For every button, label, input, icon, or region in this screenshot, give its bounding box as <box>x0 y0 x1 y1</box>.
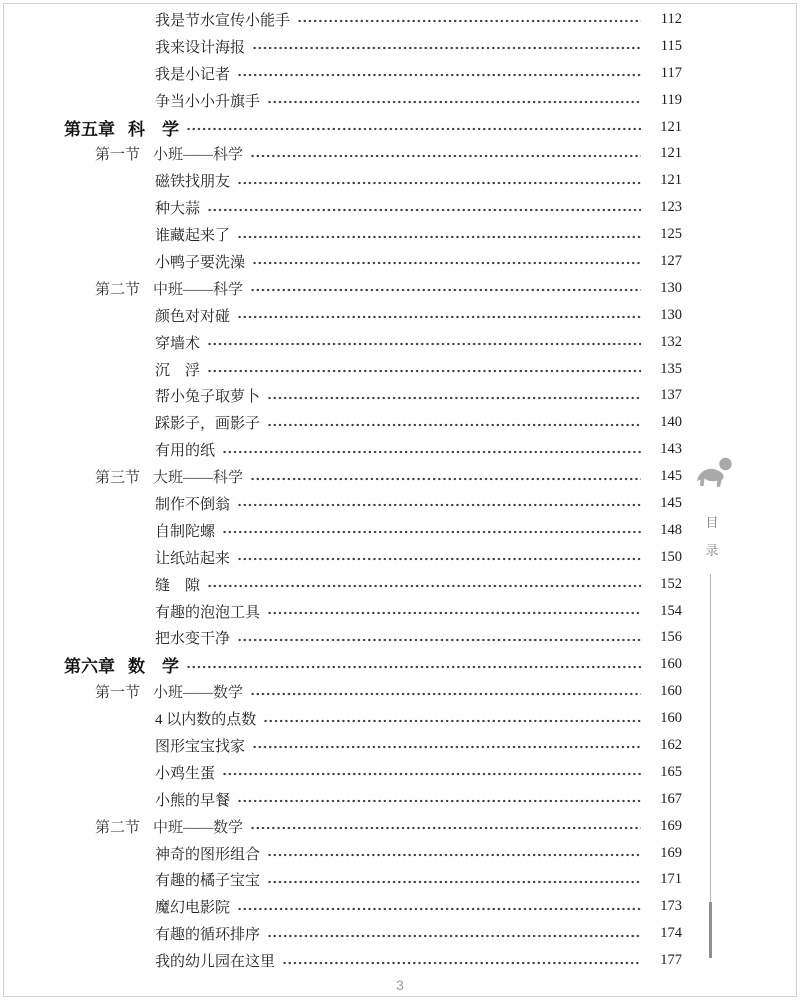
toc-row <box>0 87 682 114</box>
toc-row <box>0 302 682 329</box>
dotted-leader <box>222 446 641 458</box>
toc-row-page: 177 <box>660 952 682 969</box>
toc-row-title: 4 以内数的点数 <box>155 712 257 729</box>
toc-row-page: 130 <box>660 279 682 296</box>
dotted-leader <box>250 688 641 700</box>
toc-row <box>0 786 682 813</box>
toc-row <box>0 114 682 141</box>
toc-row-title: 谁藏起来了 <box>155 228 231 245</box>
toc-row <box>0 33 682 60</box>
dotted-leader <box>267 849 641 861</box>
toc-row <box>0 409 682 436</box>
toc-row-page: 171 <box>660 871 682 888</box>
toc-row <box>0 598 682 625</box>
toc-row-label: 第一节 <box>95 685 141 702</box>
toc-row <box>0 463 682 490</box>
toc-row <box>0 275 682 302</box>
toc-row <box>0 356 682 383</box>
toc-row-title: 科 学 <box>128 119 179 139</box>
dotted-leader <box>250 822 641 834</box>
dotted-leader <box>297 15 641 27</box>
toc-row-page: 160 <box>660 683 682 700</box>
dotted-leader <box>237 231 641 243</box>
toc-row-title: 我来设计海报 <box>155 39 246 56</box>
dotted-leader <box>207 580 641 592</box>
dotted-leader <box>282 957 641 969</box>
dotted-leader <box>237 903 641 915</box>
toc-row-page: 140 <box>660 414 682 431</box>
toc-row-page: 162 <box>660 736 682 753</box>
toc-row-label: 第二节 <box>95 819 141 836</box>
toc-row-page: 123 <box>660 199 682 216</box>
toc-row-page: 174 <box>660 925 682 942</box>
dotted-leader <box>222 526 641 538</box>
toc-row <box>0 759 682 786</box>
dotted-leader <box>237 553 641 565</box>
toc-row-page: 169 <box>660 844 682 861</box>
toc-row-page: 119 <box>660 91 682 108</box>
toc-row-title: 我是节水宣传小能手 <box>155 12 291 29</box>
toc-row-page: 121 <box>660 145 682 162</box>
toc-row-title: 神奇的图形组合 <box>155 846 261 863</box>
dotted-leader <box>237 177 641 189</box>
side-label-char-1: 目 <box>705 515 719 530</box>
toc-row <box>0 867 682 894</box>
toc-row-page: 143 <box>660 441 682 458</box>
toc-row-label: 第六章 <box>64 657 115 677</box>
toc-row-page: 121 <box>660 118 682 135</box>
toc-row-title: 自制陀螺 <box>155 523 216 540</box>
toc-row <box>0 167 682 194</box>
dotted-leader <box>237 795 641 807</box>
toc-row-title: 让纸站起来 <box>155 550 231 567</box>
toc-row-page: 135 <box>660 360 682 377</box>
dotted-leader <box>250 284 641 296</box>
toc-row-title: 有用的纸 <box>155 443 216 460</box>
side-label-char-2: 录 <box>705 543 719 558</box>
dotted-leader <box>252 42 641 54</box>
side-label-toc <box>703 516 721 572</box>
toc-row-title: 制作不倒翁 <box>155 496 231 513</box>
dotted-leader <box>252 741 641 753</box>
dotted-leader <box>267 607 641 619</box>
dotted-leader <box>250 150 641 162</box>
toc-row-page: 160 <box>660 710 682 727</box>
toc-row-title: 有趣的循环排序 <box>155 927 261 944</box>
toc-row <box>0 6 682 33</box>
toc-row <box>0 194 682 221</box>
dotted-leader <box>267 96 641 108</box>
dotted-leader <box>237 311 641 323</box>
toc-row <box>0 920 682 947</box>
dotted-leader <box>267 876 641 888</box>
dotted-leader <box>237 499 641 511</box>
toc-row-title: 大班——科学 <box>153 470 244 487</box>
toc-row-title: 小班——数学 <box>153 685 244 702</box>
toc-row <box>0 893 682 920</box>
toc-row-title: 争当小小升旗手 <box>155 93 261 110</box>
toc-row-page: 169 <box>660 817 682 834</box>
toc-row-page: 145 <box>660 494 682 511</box>
dotted-leader <box>252 257 641 269</box>
toc-row-title: 缝 隙 <box>155 577 201 594</box>
toc-row-title: 种大蒜 <box>155 201 201 218</box>
toc-row-title: 沉 浮 <box>155 362 201 379</box>
toc-row-page: 148 <box>660 521 682 538</box>
toc-row-page: 150 <box>660 548 682 565</box>
toc-row-page: 173 <box>660 898 682 915</box>
toc-row <box>0 436 682 463</box>
toc-row-page: 132 <box>660 333 682 350</box>
toc-row-title: 有趣的泡泡工具 <box>155 604 261 621</box>
dotted-leader <box>207 338 641 350</box>
toc-row-title: 颜色对对碰 <box>155 308 231 325</box>
toc-row-page: 115 <box>660 37 682 54</box>
toc-row <box>0 382 682 409</box>
toc-row-page: 160 <box>660 656 682 673</box>
toc-row <box>0 571 682 598</box>
toc-row-page: 112 <box>660 10 682 27</box>
toc-row <box>0 490 682 517</box>
toc-row-page: 165 <box>660 763 682 780</box>
toc-row-title: 中班——数学 <box>153 819 244 836</box>
toc-row-title: 魔幻电影院 <box>155 900 231 917</box>
toc-row-page: 137 <box>660 387 682 404</box>
toc-row <box>0 947 682 974</box>
toc-row-title: 小鸡生蛋 <box>155 765 216 782</box>
side-rule-thick <box>709 902 712 958</box>
toc-row <box>0 248 682 275</box>
toc-row-title: 数 学 <box>128 657 179 677</box>
toc-row-label: 第三节 <box>95 470 141 487</box>
footer-page-number: 3 <box>396 977 404 993</box>
toc-row <box>0 705 682 732</box>
toc-row-label: 第五章 <box>64 119 115 139</box>
toc-row-title: 小鸭子要洗澡 <box>155 254 246 271</box>
toc-row <box>0 651 682 678</box>
toc-row-title: 我的幼儿园在这里 <box>155 954 276 971</box>
toc-row-page: 156 <box>660 629 682 646</box>
toc-row <box>0 678 682 705</box>
toc-row-page: 152 <box>660 575 682 592</box>
toc-row-page: 167 <box>660 790 682 807</box>
toc-row <box>0 732 682 759</box>
dotted-leader <box>207 204 641 216</box>
toc-row-label: 第二节 <box>95 281 141 298</box>
toc-row-page: 130 <box>660 306 682 323</box>
toc-row-page: 125 <box>660 226 682 243</box>
dotted-leader <box>267 392 641 404</box>
toc-row <box>0 329 682 356</box>
toc-row-title: 帮小兔子取萝卜 <box>155 389 261 406</box>
toc-row <box>0 624 682 651</box>
toc-row-title: 我是小记者 <box>155 66 231 83</box>
toc-row-page: 121 <box>660 172 682 189</box>
dotted-leader <box>237 634 641 646</box>
toc-row-page: 117 <box>660 64 682 81</box>
toc-row <box>0 517 682 544</box>
toc-row-title: 中班——科学 <box>153 281 244 298</box>
toc-row-title: 磁铁找朋友 <box>155 174 231 191</box>
dotted-leader <box>267 419 641 431</box>
toc-row-title: 小熊的早餐 <box>155 792 231 809</box>
toc-row-page: 145 <box>660 468 682 485</box>
toc-row <box>0 544 682 571</box>
toc-row-label: 第一节 <box>95 147 141 164</box>
dotted-leader <box>207 365 641 377</box>
toc-row-title: 小班——科学 <box>153 147 244 164</box>
dotted-leader <box>263 715 641 727</box>
dotted-leader <box>222 768 641 780</box>
toc-row-title: 有趣的橘子宝宝 <box>155 873 261 890</box>
toc-row <box>0 840 682 867</box>
toc-row <box>0 140 682 167</box>
toc-row-title: 踩影子，画影子 <box>155 416 261 433</box>
dotted-leader <box>267 930 641 942</box>
dotted-leader <box>186 123 641 135</box>
toc-row-title: 图形宝宝找家 <box>155 738 246 755</box>
toc-list <box>0 6 682 974</box>
toc-row <box>0 221 682 248</box>
toc-row-title: 把水变干净 <box>155 631 231 648</box>
dotted-leader <box>237 69 641 81</box>
dotted-leader <box>186 661 641 673</box>
toc-row <box>0 813 682 840</box>
toc-row-page: 127 <box>660 252 682 269</box>
toc-row-title: 穿墙术 <box>155 335 201 352</box>
toc-row-page: 154 <box>660 602 682 619</box>
side-rule-thin <box>710 574 711 902</box>
crawling-baby-icon <box>690 452 736 496</box>
toc-row <box>0 60 682 87</box>
dotted-leader <box>250 473 641 485</box>
